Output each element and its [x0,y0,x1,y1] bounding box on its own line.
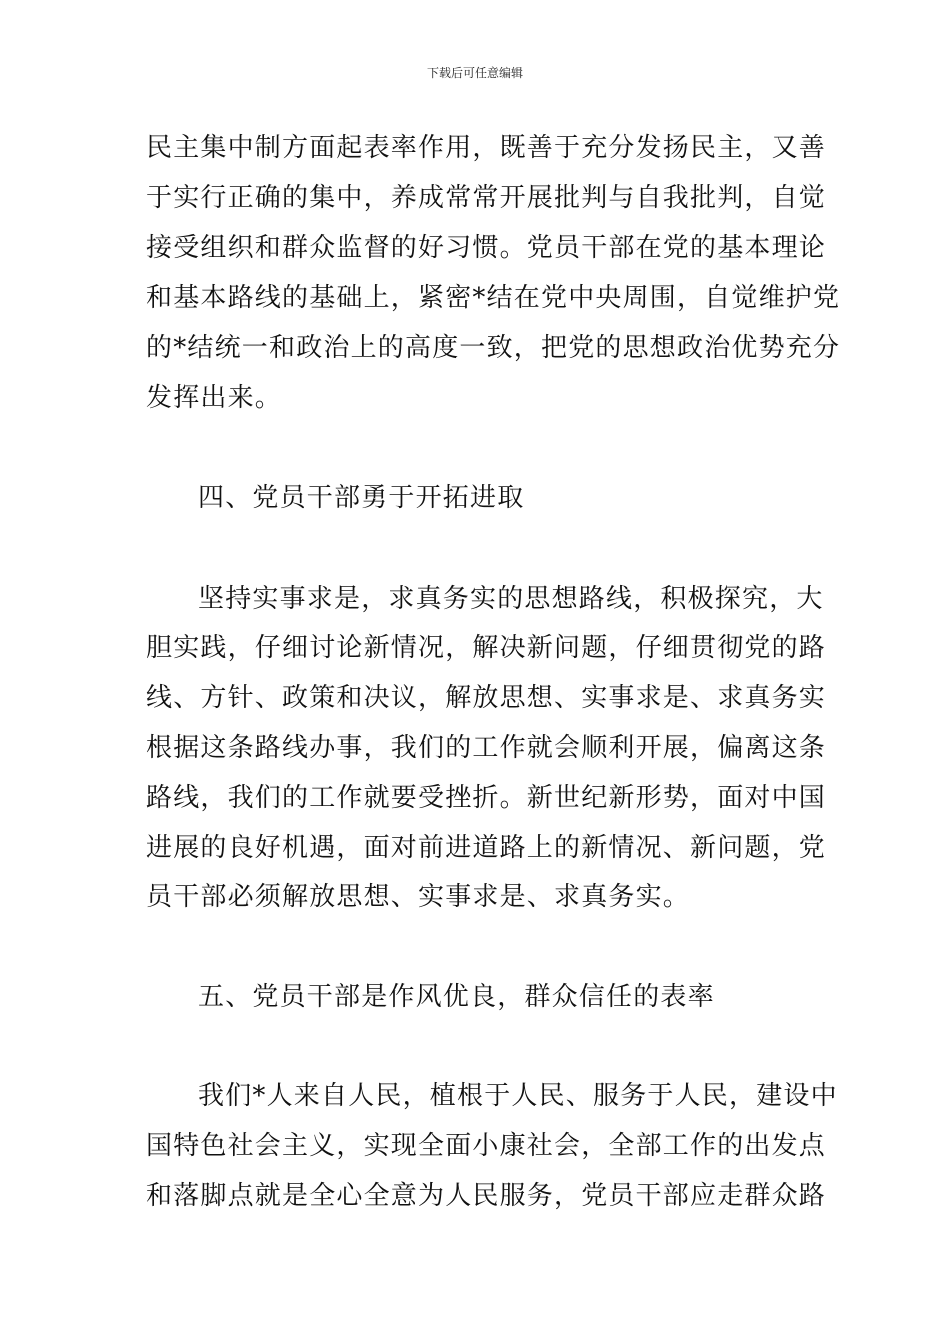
text-line: 胆实践，仔细讨论新情况，解决新问题，仔细贯彻党的路 [146,633,827,663]
text-line: 的*结统一和政治上的高度一致，把党的思想政治优势充分 [146,333,841,363]
text-line: 于实行正确的集中，养成常常开展批判与自我批判，自觉 [146,183,827,213]
text-line: 我们*人来自人民，植根于人民、服务于人民，建设中 [198,1081,838,1111]
page-header: 下载后可任意编辑 [426,66,523,80]
text-line: 和基本路线的基础上，紧密*结在党中央周围，自觉维护党 [146,283,841,313]
text-line: 员干部必须解放思想、实事求是、求真务实。 [146,882,691,912]
text-line: 国特色社会主义，实现全面小康社会，全部工作的出发点 [146,1131,827,1161]
text-line: 根据这条路线办事，我们的工作就会顺利开展，偏离这条 [146,733,827,763]
text-line: 发挥出来。 [146,383,283,413]
text-line: 和落脚点就是全心全意为人民服务，党员干部应走群众路 [146,1181,827,1211]
text-line: 接受组织和群众监督的好习惯。党员干部在党的基本理论 [146,233,827,263]
section-heading-4: 四、党员干部勇于开拓进取 [198,483,525,513]
text-line: 线、方针、政策和决议，解放思想、实事求是、求真务实 [146,683,827,713]
text-line: 民主集中制方面起表率作用，既善于充分发扬民主，又善 [146,133,827,163]
text-line: 坚持实事求是，求真务实的思想路线，积极探究，大 [198,584,824,614]
text-line: 路线，我们的工作就要受挫折。新世纪新形势，面对中国 [146,783,827,813]
text-line: 进展的良好机遇，面对前进道路上的新情况、新问题，党 [146,833,827,863]
section-heading-5: 五、党员干部是作风优良，群众信任的表率 [198,982,715,1012]
